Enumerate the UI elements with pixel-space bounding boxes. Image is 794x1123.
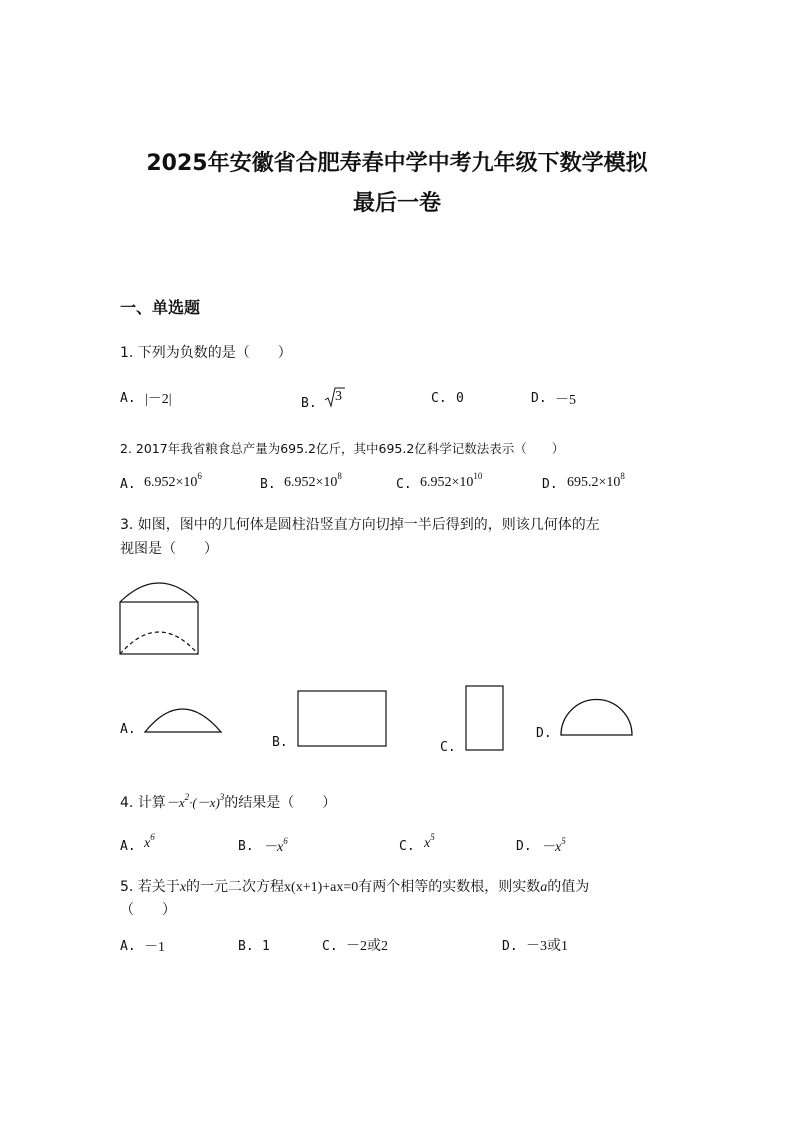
q1-option-a-value: |－2| — [145, 392, 172, 407]
q4-option-d-value: $-x^5$ — [541, 836, 566, 855]
q5-option-b-value: 1 — [262, 939, 270, 954]
q2-option-a-label: A. — [120, 477, 136, 492]
q1-option-d-label: D. — [531, 391, 547, 406]
page-title-line1: 2025年安徽省合肥寿春中学中考九年级下数学模拟 — [146, 151, 648, 176]
q5-option-d-value: －3或1 — [526, 939, 568, 954]
question-1-stem: 1. 下列为负数的是（ ） — [120, 345, 292, 361]
q4-option-b-label: B. — [238, 839, 254, 854]
q1-option-d-value: －5 — [555, 393, 576, 408]
q1-option-c-value: 0 — [456, 391, 464, 406]
q3-option-a-label: A. — [120, 722, 136, 737]
q4-option-d-label: D. — [516, 839, 532, 854]
q2-option-d-value: $695.2\times 10^8$ — [567, 471, 625, 490]
q4-option-b-value: $-x^6$ — [263, 836, 288, 855]
q3-option-c-label: C. — [440, 740, 456, 755]
q2-option-b-label: B. — [260, 477, 276, 492]
q3-option-d-label: D. — [536, 726, 552, 741]
question-5-stem-line1: 5. 若关于x的一元二次方程x(x+1)+ax=0有两个相等的实数根，则实数a的值为 — [120, 879, 590, 895]
q1-option-a-label: A. — [120, 391, 136, 406]
q5-option-d-label: D. — [502, 939, 518, 954]
q5-option-c-value: －2或2 — [346, 939, 388, 954]
q5-option-a-value: －1 — [144, 940, 165, 955]
q2-option-a-value: $6.952\times 10^6$ — [144, 471, 202, 490]
question-2-stem: 2. 2017年我省粮食总产量为695.2亿斤，其中695.2亿科学记数法表示（ ） — [120, 441, 565, 456]
question-3-stem-line1: 3. 如图，图中的几何体是圆柱沿竖直方向切掉一半后得到的，则该几何体的左 — [120, 517, 600, 533]
half-cylinder-figure — [119, 578, 201, 658]
page-title-line2: 最后一卷 — [352, 191, 441, 216]
q5-option-b-label: B. — [238, 939, 254, 954]
q1-option-b-value: 3 — [335, 389, 342, 404]
q2-option-c-label: C. — [396, 477, 412, 492]
q3-option-c-tall-rectangle-figure — [465, 684, 505, 752]
question-3-stem-line2: 视图是（ ） — [120, 541, 218, 557]
q4-option-c-label: C. — [399, 839, 415, 854]
q4-option-a-value: $x^6$ — [144, 832, 155, 851]
q2-option-b-value: $6.952\times 10^8$ — [284, 471, 342, 490]
question-4-stem: 4. 计算$-x^2\cdot(-x)^3$的结果是（ ） — [120, 792, 337, 811]
q2-option-d-label: D. — [542, 477, 558, 492]
q1-option-b-label: B. — [301, 396, 317, 411]
q5-option-a-label: A. — [120, 939, 136, 954]
q3-option-d-semicircle-figure — [560, 697, 634, 737]
q2-option-c-value: $6.952\times 10^{10}$ — [420, 471, 483, 490]
section-heading-single-choice: 一、单选题 — [120, 298, 201, 317]
q3-option-b-rectangle-figure — [297, 690, 389, 748]
q4-option-c-value: $x^5$ — [424, 832, 435, 851]
q3-option-a-arch-figure — [144, 702, 224, 734]
q5-option-c-label: C. — [322, 939, 338, 954]
q1-option-c-label: C. — [431, 391, 447, 406]
q3-option-b-label: B. — [272, 735, 288, 750]
q4-option-a-label: A. — [120, 839, 136, 854]
question-5-stem-line2: （ ） — [120, 902, 176, 918]
